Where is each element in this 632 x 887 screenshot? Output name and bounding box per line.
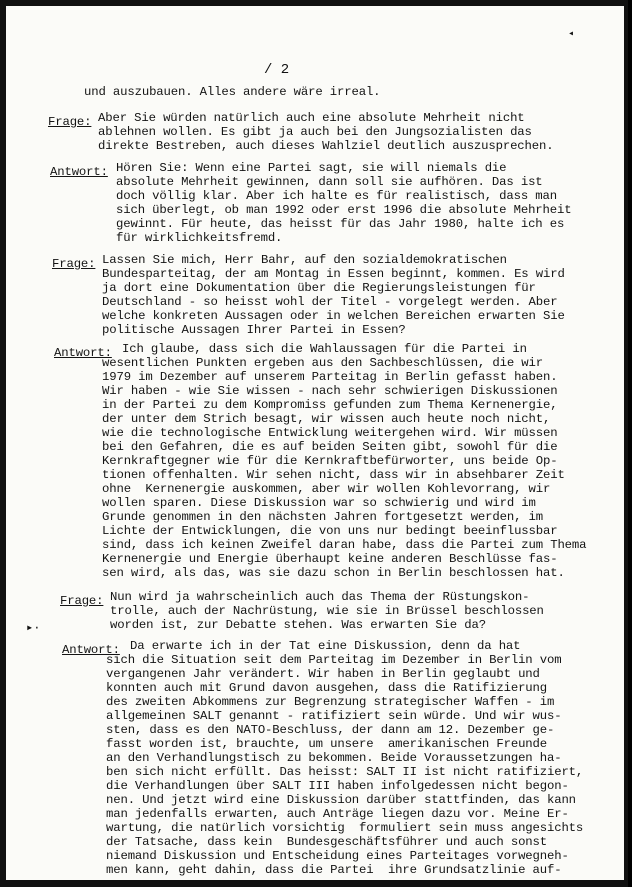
text-line: fasst worden ist, brauchte, um unsere amerikanischen Freunde [106, 737, 547, 751]
speaker-label: Antwort: [62, 643, 120, 657]
text-line: Kernenergie und Energie überhaupt keine anderen Beschlüsse fas- [102, 552, 558, 566]
text-line: trolle, auch der Nachrüstung, wie sie in Brüssel beschlossen [110, 604, 544, 618]
margin-arrow-mark: ▸· [26, 621, 41, 635]
text-line: Wir haben - wie Sie wissen - nach sehr schwierigen Diskussionen [102, 384, 558, 398]
scan-edge [628, 0, 632, 887]
text-line: Hören Sie: Wenn eine Partei sagt, sie will niemals die [116, 161, 507, 175]
text-line: für wirklichkeitsfremd. [116, 231, 283, 245]
text-line: die Verhandlungen über SALT III haben infolgedessen nicht begon- [106, 779, 569, 793]
text-line: Aber Sie würden natürlich auch eine absolute Mehrheit nicht [98, 111, 525, 125]
text-line: Lichte der Entwicklungen, die von uns nur bedingt beeinflussbar [102, 524, 558, 538]
text-line: ablehnen wollen. Es gibt ja auch bei den Jungsozialisten das [98, 125, 532, 139]
text-line: des zweiten Abkommens zur Begrenzung strategischer Waffen - im [106, 695, 555, 709]
text-line: Nun wird ja wahrscheinlich auch das Thema der Rüstungskon- [110, 590, 530, 604]
text-line: sen wird, als das, was sie dazu schon in Berlin beschlossen hat. [102, 566, 565, 580]
speaker-label: Frage: [52, 257, 96, 271]
text-line: ja dort eine Dokumentation über die Regierungsleistungen für [102, 281, 536, 295]
text-line: vergangenen Jahr verändert. Wir haben in Berlin geglaubt und [106, 667, 540, 681]
text-line: konnten auch mit Grund davon ausgehen, dass die Ratifizierung [106, 681, 547, 695]
text-line: der unter dem Strich besagt, wir wissen auch heute noch nicht, [102, 412, 551, 426]
speaker-label: Antwort: [50, 165, 108, 179]
text-line: direkte Bestreben, auch dieses Wahlziel deutlich auszusprechen. [98, 139, 554, 153]
text-line: Kernkraftgegner wie für die Kernkraftbefürworter, uns beide Op- [102, 454, 558, 468]
text-line: sich die Situation seit dem Parteitag im Dezember in Berlin vom [106, 653, 562, 667]
text-line: und auszubauen. Alles andere wäre irreal. [84, 85, 381, 99]
text-line: sich überlegt, ob man 1992 oder erst 1996 die absolute Mehrheit [116, 203, 572, 217]
text-line: welche konkreten Aussagen oder in welchen Bereichen erwarten Sie [102, 309, 565, 323]
text-line: sten, dass es den NATO-Beschluss, der dann am 12. Dezember ge- [106, 723, 555, 737]
text-line: wie die technologische Entwicklung weitergehen wird. Wir müssen [102, 426, 558, 440]
speaker-label: Antwort: [54, 346, 112, 360]
text-line: man jedenfalls erwarten, auch Anträge liegen dazu vor. Meine Er- [106, 807, 569, 821]
text-line: Bundesparteitag, der am Montag in Essen beginnt, kommen. Es wird [102, 267, 565, 281]
text-line: der Tatsache, dass kein Bundesgeschäftsführer und auch sonst [106, 835, 547, 849]
text-line: ohne Kernenergie auskommen, aber wir wollen Kohlevorrang, wir [102, 482, 551, 496]
text-line: tionen offenhalten. Wir sehen nicht, dass wir in absehbarer Zeit [102, 468, 565, 482]
text-line: niemand Diskussion und Entscheidung eines Parteitages vorwegneh- [106, 849, 569, 863]
text-line: wesentlichen Punkten ergeben aus den Sachbeschlüssen, die wir [102, 356, 543, 370]
text-line: bei den Gefahren, die es auf beiden Seiten gibt, sowohl für die [102, 440, 558, 454]
text-line: an den Verhandlungstisch zu bekommen. Beide Voraussetzungen ha- [106, 751, 562, 765]
text-line: Deutschland - so heisst wohl der Titel - vorgelegt werden. Aber [102, 295, 558, 309]
text-line: ben sich nicht erfüllt. Das heisst: SALT II ist nicht ratifiziert, [106, 765, 584, 779]
text-line: sind, dass ich keinen Zweifel daran habe, dass die Partei zum Thema [102, 538, 587, 552]
text-line: men kann, geht dahin, dass die Partei ihre Grundsatzlinie auf- [106, 863, 562, 877]
text-line: nen. Und jetzt wird eine Diskussion darüber stattfinden, das kann [106, 793, 576, 807]
text-line: Ich glaube, dass sich die Wahlaussagen für die Partei in [122, 342, 527, 356]
text-line: Da erwarte ich in der Tat eine Diskussion, denn da hat [130, 639, 521, 653]
text-line: doch völlig klar. Aber ich halte es für realistisch, dass man [116, 189, 557, 203]
text-line: politische Aussagen Ihrer Partei in Essen? [102, 323, 406, 337]
text-line: wollen sparen. Diese Diskussion war so schwierig und wird im [102, 496, 536, 510]
text-line: wartung, die natürlich vorsichtig formuliert sein muss angesichts [106, 821, 584, 835]
text-line: absolute Mehrheit gewinnen, dann soll sie aufhören. Das ist [116, 175, 543, 189]
document-page [6, 6, 624, 880]
text-line: 1979 im Dezember auf unserem Parteitag in Berlin gefasst haben. [102, 370, 558, 384]
text-line: Grunde genommen in den nächsten Jahren fortgesetzt werden, im [102, 510, 543, 524]
text-line: Lassen Sie mich, Herr Bahr, auf den sozialdemokratischen [102, 253, 507, 267]
text-line: allgemeinen SALT genannt - ratifiziert sein würde. Und wir wus- [106, 709, 562, 723]
text-line: worden ist, zur Debatte stehen. Was erwarten Sie da? [110, 618, 486, 632]
corner-mark: ◂ [568, 29, 575, 40]
speaker-label: Frage: [60, 594, 104, 608]
text-line: in der Partei zu dem Kompromiss gefunden zum Thema Kernenergie, [102, 398, 558, 412]
page-number: / 2 [264, 62, 290, 78]
text-line: gewinnt. Für heute, das heisst für das Jahr 1980, halte ich es [116, 217, 565, 231]
speaker-label: Frage: [48, 115, 92, 129]
